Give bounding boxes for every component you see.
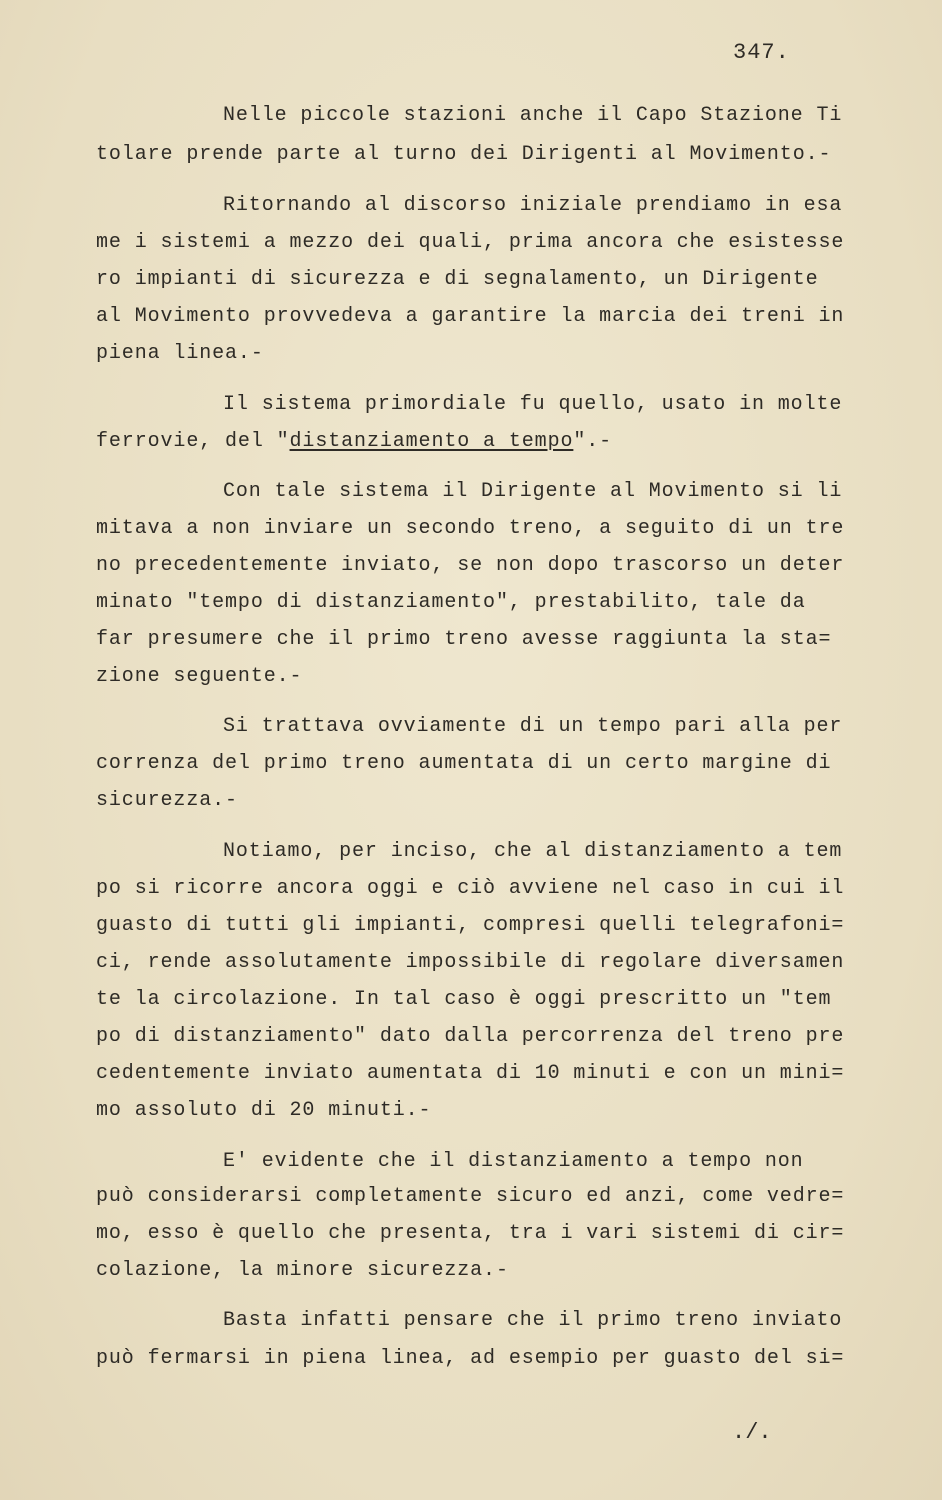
text-line: no precedentemente inviato, se non dopo trascorso un deter <box>96 554 845 577</box>
text-line: mo, esso è quello che presenta, tra i vari sistemi di cir= <box>96 1222 845 1245</box>
text-line: zione seguente.- <box>96 665 303 688</box>
text-line: far presumere che il primo treno avesse raggiunta la sta= <box>96 628 832 651</box>
underlined-term: distanziamento a tempo <box>289 430 574 453</box>
text-line: tolare prende parte al turno dei Dirigenti al Movimento.- <box>96 143 832 166</box>
text-line: Nelle piccole stazioni anche il Capo Stazione Ti <box>223 104 843 127</box>
text-line: Con tale sistema il Dirigente al Movimento si li <box>223 480 843 503</box>
text-line: Ritornando al discorso iniziale prendiamo in esa <box>223 194 843 217</box>
text-line: può fermarsi in piena linea, ad esempio per guasto del si= <box>96 1347 845 1370</box>
text-line: guasto di tutti gli impianti, compresi quelli telegrafoni= <box>96 914 845 937</box>
text-line: Si trattava ovviamente di un tempo pari alla per <box>223 715 843 738</box>
text-line: te la circolazione. In tal caso è oggi prescritto un "tem <box>96 988 832 1011</box>
text-segment: ferrovie, del " <box>96 430 290 453</box>
text-line: mitava a non inviare un secondo treno, a seguito di un tre <box>96 517 845 540</box>
page-number: 347. <box>733 40 790 65</box>
text-line: Notiamo, per inciso, che al distanziamento a tem <box>223 840 843 863</box>
text-line: Basta infatti pensare che il primo treno inviato <box>223 1309 843 1332</box>
text-line: cedentemente inviato aumentata di 10 minuti e con un mini= <box>96 1062 845 1085</box>
continuation-mark: ./. <box>732 1420 772 1445</box>
text-line: può considerarsi completamente sicuro ed anzi, come vedre= <box>96 1185 845 1208</box>
text-line: ci, rende assolutamente impossibile di regolare diversamen <box>96 951 845 974</box>
text-line: po di distanziamento" dato dalla percorrenza del treno pre <box>96 1025 845 1048</box>
text-line: minato "tempo di distanziamento", prestabilito, tale da <box>96 591 806 614</box>
text-segment: ".- <box>573 430 613 453</box>
text-line: E' evidente che il distanziamento a tempo non <box>223 1150 804 1173</box>
text-line: piena linea.- <box>96 342 264 365</box>
text-line: Il sistema primordiale fu quello, usato in molte <box>223 393 843 416</box>
text-line: me i sistemi a mezzo dei quali, prima ancora che esistesse <box>96 231 845 254</box>
text-line: mo assoluto di 20 minuti.- <box>96 1099 432 1122</box>
text-line: po si ricorre ancora oggi e ciò avviene nel caso in cui il <box>96 877 845 900</box>
text-line: correnza del primo treno aumentata di un certo margine di <box>96 752 832 775</box>
text-line: al Movimento provvedeva a garantire la marcia dei treni in <box>96 305 845 328</box>
text-line: sicurezza.- <box>96 789 238 812</box>
text-line-with-emphasis <box>96 430 612 454</box>
text-line: colazione, la minore sicurezza.- <box>96 1259 509 1282</box>
text-line: ro impianti di sicurezza e di segnalamento, un Dirigente <box>96 268 819 291</box>
